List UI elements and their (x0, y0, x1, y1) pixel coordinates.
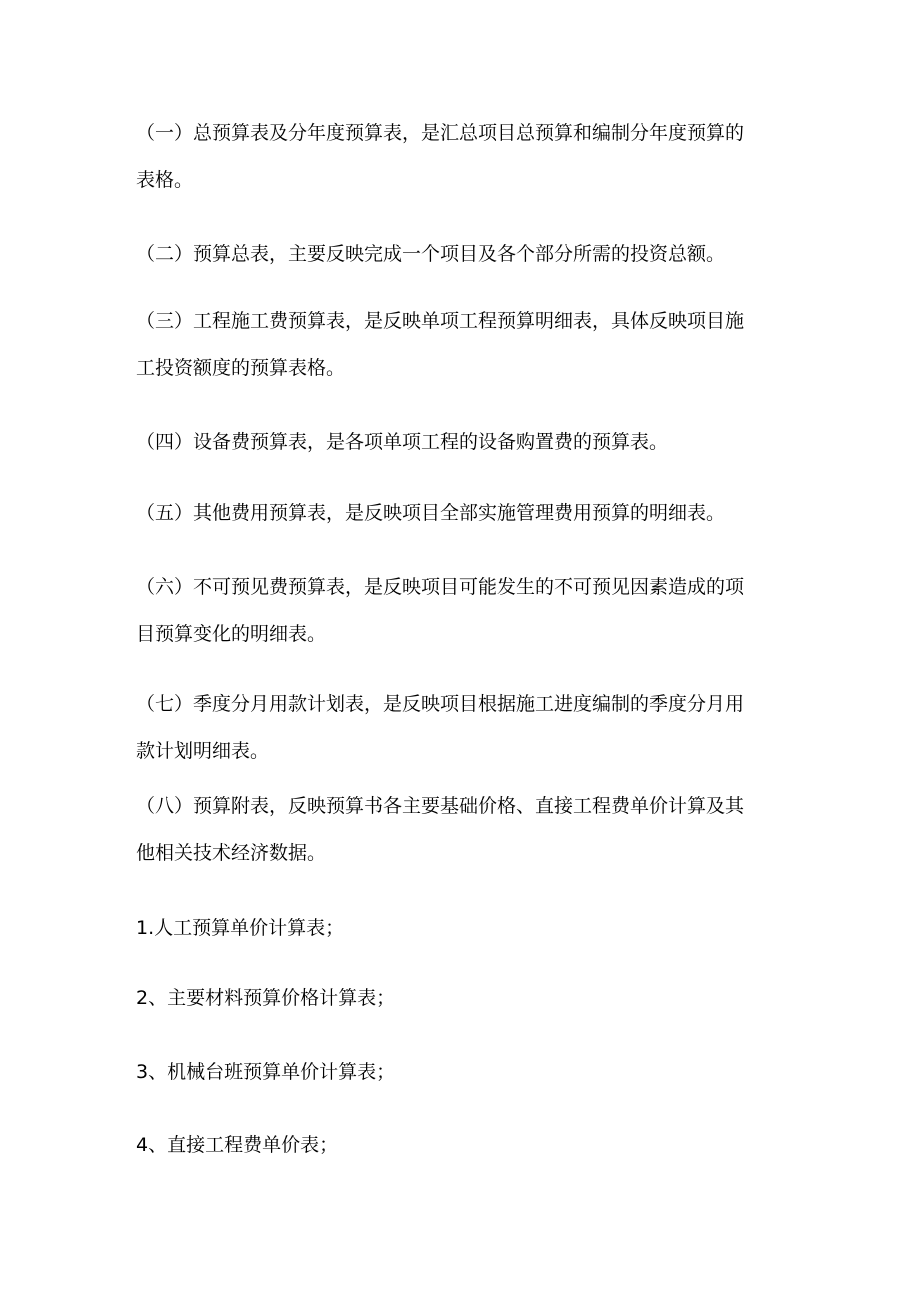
paragraph-line: （四）设备费预算表，是各项单项工程的设备购置费的预算表。 (136, 431, 669, 453)
paragraph-line: （八）预算附表，反映预算书各主要基础价格、直接工程费单价计算及其 (136, 795, 745, 817)
paragraph-line: （五）其他费用预算表，是反映项目全部实施管理费用预算的明细表。 (136, 502, 726, 524)
paragraph-line: 表格。 (136, 169, 194, 191)
paragraph-8 (136, 783, 786, 877)
paragraph-7 (136, 681, 786, 775)
paragraph-line: （三）工程施工费预算表，是反映单项工程预算明细表，具体反映项目施 (136, 310, 745, 332)
list-item-2: 2、主要材料预算价格计算表； (136, 987, 396, 1009)
paragraph-line: （七）季度分月用款计划表，是反映项目根据施工进度编制的季度分月用 (136, 693, 745, 715)
paragraph-line: （一）总预算表及分年度预算表，是汇总项目总预算和编制分年度预算的 (136, 122, 745, 144)
paragraph-6 (136, 564, 786, 658)
paragraph-1 (136, 110, 786, 204)
list-item-1: 1.人工预算单价计算表； (136, 917, 345, 939)
paragraph-2 (136, 231, 786, 278)
paragraph-4 (136, 419, 786, 466)
paragraph-line: 工投资额度的预算表格。 (136, 357, 346, 379)
paragraph-line: （六）不可预见费预算表，是反映项目可能发生的不可预见因素造成的项 (136, 576, 745, 598)
list-item-3: 3、机械台班预算单价计算表； (136, 1061, 396, 1083)
list-item-4: 4、直接工程费单价表； (136, 1134, 339, 1156)
paragraph-line: 目预算变化的明细表。 (136, 623, 327, 645)
paragraph-line: 他相关技术经济数据。 (136, 842, 327, 864)
paragraph-3 (136, 298, 786, 392)
paragraph-line: （二）预算总表，主要反映完成一个项目及各个部分所需的投资总额。 (136, 243, 726, 265)
paragraph-5 (136, 490, 786, 537)
paragraph-line: 款计划明细表。 (136, 740, 270, 762)
